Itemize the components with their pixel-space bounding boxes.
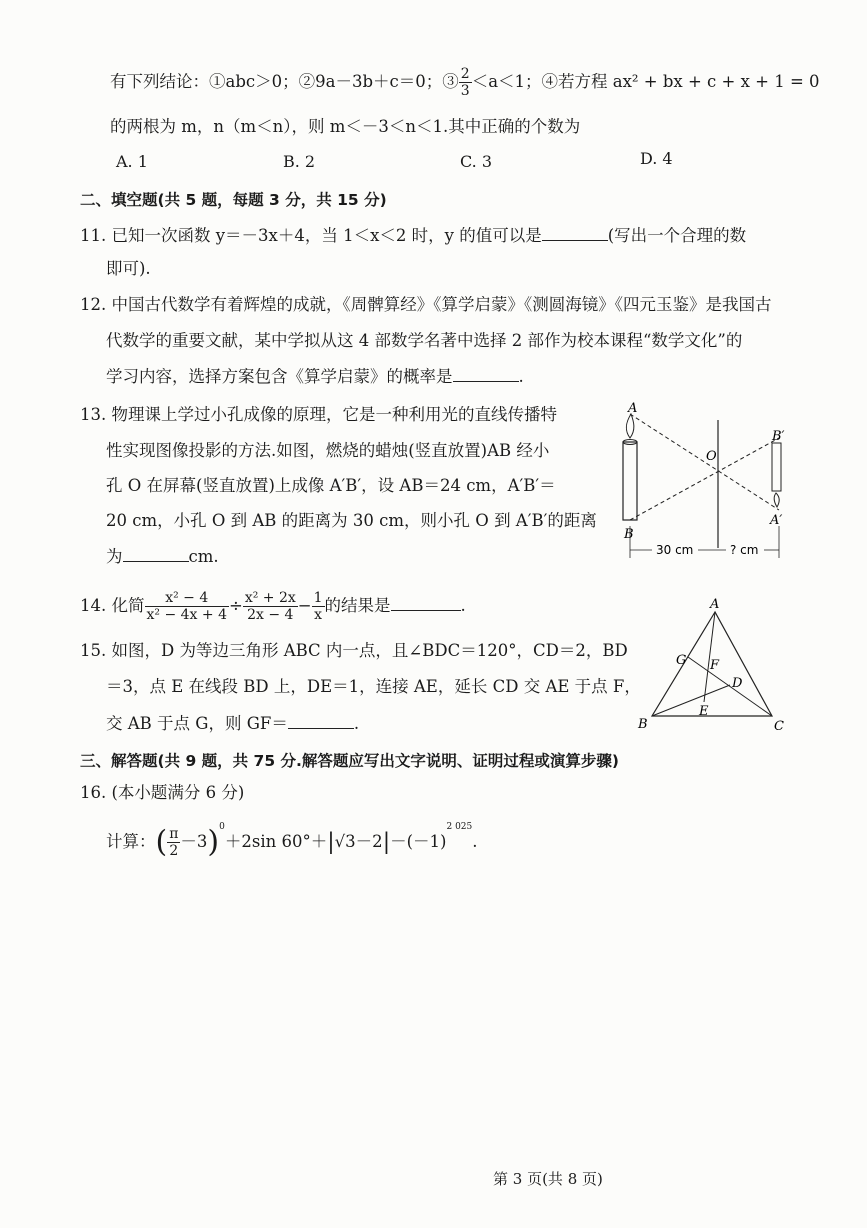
q14-prefix: 14. 化简 [80, 596, 145, 615]
q16-abs-right: | [382, 829, 391, 855]
q14-end: . [460, 596, 466, 615]
q14-fraction-1 [145, 590, 229, 623]
section2-title: 二、填空题(共 5 题，每题 3 分，共 15 分) [80, 191, 387, 209]
q14-f2-den: 2x − 4 [247, 607, 294, 623]
label-b: B [624, 527, 634, 542]
q11-line2: 即可). [106, 259, 151, 278]
q15-line1: 15. 如图，D 为等边三角形 ABC 内一点，且∠BDC＝120°，CD＝2，BD [80, 641, 628, 660]
label-a-prime: A′ [770, 513, 783, 528]
image-flame [774, 493, 779, 507]
q16-abs-left: | [327, 829, 335, 855]
dim-30cm: 30 cm [656, 543, 694, 557]
q14-f1-den: x² − 4x + 4 [146, 607, 227, 623]
q13-line4: 20 cm，小孔 O 到 AB 的距离为 30 cm，则小孔 O 到 A′B′的距离 [106, 511, 597, 530]
q14-suffix: 的结果是 [324, 596, 391, 615]
q10-option-d: D. 4 [640, 149, 673, 168]
q14-f1-num: x² − 4 [145, 590, 229, 607]
q16-expression [106, 822, 478, 863]
q16-tail: －(－1) [390, 832, 447, 851]
q14-f3-num: 1 [313, 590, 323, 606]
q12-line3 [106, 365, 524, 388]
image-candle [772, 443, 781, 491]
q14-op1: ÷ [228, 596, 243, 615]
q10-option-b: B. 2 [283, 152, 316, 171]
label-b-prime: B′ [772, 429, 785, 444]
q13-line5 [106, 545, 219, 568]
q13-line3: 孔 O 在屏幕(竖直放置)上成像 A′B′，设 AB＝24 cm，A′B′＝ [106, 476, 556, 495]
candle-flame [626, 414, 634, 438]
q12-line1: 12. 中国古代数学有着辉煌的成就，《周髀算经》《算学启蒙》《测圆海镜》《四元玉鉴》是我国古 [80, 295, 772, 314]
label-g: G [676, 653, 687, 668]
label-a: A [710, 598, 720, 612]
q14-answer-blank[interactable] [391, 594, 461, 611]
label-c: C [774, 719, 784, 734]
label-b: B [638, 717, 648, 732]
q13-unit: cm. [188, 547, 219, 566]
ray-b [630, 438, 779, 520]
q10-line2: 的两根为 m，n（m＜n），则 m＜－3＜n＜1.其中正确的个数为 [110, 117, 581, 136]
q16-exp0: 0 [219, 822, 225, 832]
q10-line1-part2: ＜a＜1；④若方程 ax² + bx + c + x + 1 = 0 [471, 72, 820, 91]
q13-answer-blank[interactable] [123, 545, 189, 562]
q10-line1 [110, 66, 820, 99]
q11-answer-blank[interactable] [542, 224, 608, 241]
q10-option-c: C. 3 [460, 152, 493, 171]
q16-abs-inner: √3－2 [334, 832, 383, 851]
q10-frac-den: 3 [460, 83, 470, 99]
q13-text: 为 [106, 547, 123, 566]
q14-op2: − [297, 596, 312, 615]
q12-answer-blank[interactable] [453, 365, 519, 382]
q16-title: 16. (本小题满分 6 分) [80, 783, 245, 802]
q15-line3 [106, 712, 359, 735]
q12-text: 学习内容，选择方案包含《算学启蒙》的概率是 [106, 367, 453, 386]
q10-line1-part1: 有下列结论：①abc＞0；②9a－3b＋c＝0；③ [110, 72, 459, 91]
q14-fraction-2 [243, 590, 298, 623]
q11-text-after: (写出一个合理的数 [607, 226, 747, 245]
q11-line1 [80, 224, 746, 247]
q10-frac-num: 2 [460, 66, 470, 82]
segment-bd [652, 685, 730, 716]
section3-title: 三、解答题(共 9 题，共 75 分.解答题应写出文字说明、证明过程或演算步骤) [80, 752, 619, 770]
q15-text: 交 AB 于点 G，则 GF＝ [106, 714, 288, 733]
q12-line2: 代数学的重要文献，某中学拟从这 4 部数学名著中选择 2 部作为校本课程“数学文化”的 [106, 331, 743, 350]
q13-line1: 13. 物理课上学过小孔成像的原理，它是一种利用光的直线传播特 [80, 405, 557, 424]
q12-end: . [518, 367, 524, 386]
candle-body [623, 442, 637, 520]
q16-exp2025: 2 025 [446, 822, 473, 832]
q16-minus3: －3 [180, 832, 208, 851]
page-footer: 第 3 页(共 8 页) [493, 1170, 603, 1188]
q16-pi-over-2 [167, 826, 180, 859]
q16-right-paren: ) [207, 824, 220, 860]
q10-fraction [459, 66, 472, 99]
q16-end: . [472, 832, 478, 851]
q14-f2-num: x² + 2x [244, 590, 296, 606]
q16-left-paren: ( [155, 824, 168, 860]
q11-text: 11. 已知一次函数 y＝－3x＋4，当 1＜x＜2 时，y 的值可以是 [80, 226, 542, 245]
ray-a [630, 414, 779, 510]
q15-answer-blank[interactable] [288, 712, 354, 729]
label-e: E [699, 704, 709, 719]
q16-two: 2 [169, 843, 179, 859]
label-a: A [628, 401, 638, 416]
label-o: O [706, 449, 717, 464]
label-f: F [710, 658, 720, 673]
label-d: D [732, 676, 743, 691]
segment-ae [704, 612, 715, 702]
q15-line2: ＝3，点 E 在线段 BD 上，DE＝1，连接 AE，延长 CD 交 AE 于点 F， [106, 677, 641, 696]
q13-line2: 性实现图像投影的方法.如图，燃烧的蜡烛(竖直放置)AB 经小 [106, 441, 550, 460]
triangle-figure [632, 598, 792, 738]
q16-mid: ＋2sin 60°＋ [224, 832, 328, 851]
dim-unknown: ? cm [730, 543, 759, 557]
q15-end: . [353, 714, 360, 733]
q14-fraction-3 [312, 590, 325, 623]
q14-f3-den: x [314, 607, 322, 623]
q14-line [80, 590, 466, 623]
q16-prefix: 计算： [106, 832, 156, 851]
q10-option-a: A. 1 [116, 152, 148, 171]
pinhole-figure [612, 398, 802, 568]
q16-pi: π [169, 826, 179, 842]
